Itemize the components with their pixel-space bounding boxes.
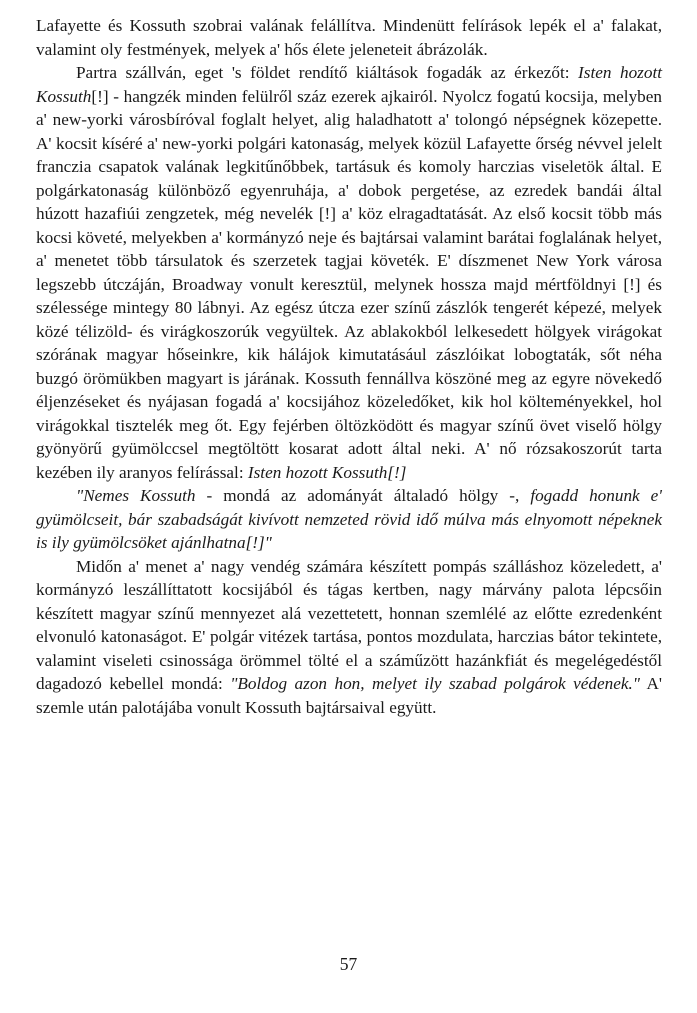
text-run: Partra szállván, eget 's földet rendítő kiáltások fogadák az érkezőt: xyxy=(76,63,579,82)
text-run: [!] - hangzék minden felülről száz ezerek ajkairól. Nyolcz fogatú kocsija, melyben a' new-yorki városbíróval foglalt helyet, alig haladhatott a' tolongó népségnek közepette. A' kocsit kíséré a' new-yorki polgári katonaság, melyek közül Lafayette őrség névvel jelelt franczia csapatok valának legkitűnőbbek, tartásuk és komoly harczias viseletök által. E polgárkatonaság különböző egyenruhája, a' dobok pergetése, az ezredek bandái által húzott hazafiúi zengzetek, még nevelék [!] a' köz elragadtatását. Az első kocsit több más kocsi követé, melyekben a' kormányzó neje és bajtársai valamint barátai foglalának helyet, a' menetet több társulatok és szerzetek tagjai követék. E' díszmenet New York városa legszebb útczáján, Broadway vonult keresztül, melynek hossza majd mértföldnyi [!] és szélessége mintegy 80 lábnyi. Az egész útcza ezer színű zászlók tengerét képezé, melyek közé télizöld- és virágkoszorúk vegyültek. Az ablakokból lelkesedett hölgyek virágokat szórának magyar hőseinkre, kik hálájok kimutatásául zászlóikat lobogtaták, sőt néha buzgó örömükben magyart is járának. Kossuth fennállva köszöné meg az egyre növekedő éljenzéseket és nyájasan fogadá a' kocsijához közeledőket, kik hol költeményekkel, hol virágokkal tisztelék meg őt. Egy fejérben öltözködött és magyar színű övet viselő hölgy gyönyörű gyümölccsel megtöltött kosarat adott által neki. A' nő rózsakoszorút tarta kezében ily aranyos felírással: xyxy=(36,86,662,482)
text-run: Lafayette és Kossuth szobrai valának felállítva. Mindenütt felírások lepék el a' falakat, valamint oly festmények, melyek a' hős élete jeleneteit ábrázolák. xyxy=(36,16,662,59)
text-run: A' szemle után palotájába vonult Kossuth bajtársaival együtt. xyxy=(36,674,662,717)
italic-text-run: "Nemes Kossuth xyxy=(76,486,196,505)
italic-text-run: "Boldog azon hon, melyet ily szabad polgárok védenek." xyxy=(230,674,640,693)
paragraph-4 xyxy=(36,555,662,720)
paragraph-3 xyxy=(36,484,662,555)
page-body xyxy=(36,14,662,719)
italic-text-run: fogadd honunk e' gyümölcseit, bár szabadságát kivívott nemzeted rövid idő múlva más elnyomott népeknek is ily gyümölcsöket ajánlhatna[!]" xyxy=(36,486,662,552)
text-run: - mondá az adományát általadó hölgy -, xyxy=(195,486,531,505)
page-number: 57 xyxy=(339,954,358,974)
text-run: Midőn a' menet a' nagy vendég számára készített pompás szálláshoz közeledett, a' kormányzó leszállíttatott kocsijából és tágas kertben, nagy márvány palota lépcsőin készített magyar színű mennyezet alá vezettetett, honnan szemlélé az előtte ezredenként elvonuló katonaságot. E' polgár vitézek tartása, pontos mozdulata, harczias bátor tekintete, valamint viseleti csinossága örömmel tölté el a száműzött hazánkfiát és megelégedéstől dagadozó kebellel mondá: xyxy=(36,556,662,693)
italic-text-run: Isten hozott Kossuth xyxy=(36,63,662,106)
italic-text-run: Isten hozott Kossuth[!] xyxy=(247,462,407,482)
paragraph-2 xyxy=(36,61,662,484)
paragraph-1 xyxy=(36,14,662,61)
